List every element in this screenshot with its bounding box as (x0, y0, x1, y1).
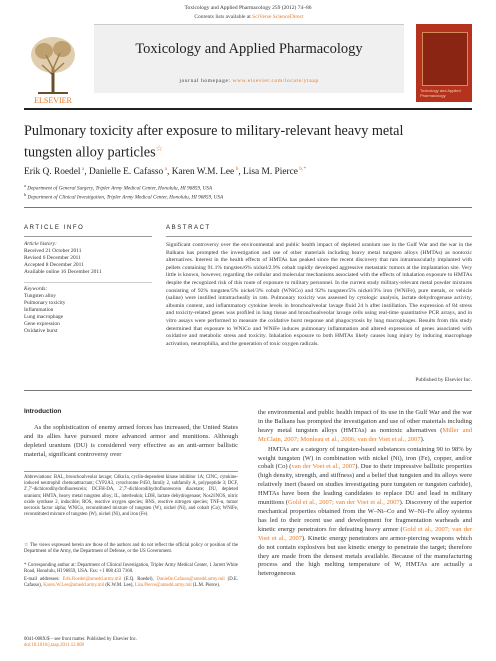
history-label: Article history: (24, 241, 57, 247)
author-name[interactable]: , Karen W.M. Lee (167, 167, 235, 178)
paragraph-text: ). (420, 435, 425, 443)
introduction-heading: Introduction (24, 408, 62, 415)
affiliation-a (24, 183, 464, 192)
email-link[interactable]: Lisa.Pierce@amedd.army.mil (134, 583, 192, 589)
affiliation-b (24, 192, 464, 201)
footnote-rule (24, 471, 238, 472)
intro-right-column (258, 409, 472, 579)
contents-prefix: Contents lists available at (194, 14, 253, 20)
keyword-item: Lung macrophage (24, 314, 64, 320)
keyword-item: Tungsten alloy (24, 293, 56, 299)
affiliation-mark: b (24, 192, 27, 197)
citation-link[interactable]: van der Voet et al., 2007 (291, 463, 356, 471)
homepage-link[interactable]: www.elsevier.com/locate/ytaap (232, 78, 319, 84)
email-owner: (E.Q. Roedel), (121, 577, 154, 582)
info-rule (24, 236, 152, 237)
article-history (24, 241, 142, 276)
email-owner: (L.M. Pierce). (191, 583, 221, 589)
homepage-prefix: journal homepage: (179, 78, 233, 84)
citation-link[interactable]: Miller and McClain, 2007; Monleau et al., 2006; van der Voet et al., 2007 (258, 426, 472, 443)
email-owner: (K.W.M. Lee), (104, 583, 135, 589)
title-footnote-mark[interactable]: ☆ (155, 144, 163, 153)
intro-paragraph-2 (258, 446, 472, 580)
abstract-rule (166, 236, 472, 237)
email-link[interactable]: Karen.W.Lee@amedd.army.mil (43, 583, 105, 589)
author-name[interactable]: , Danielle E. Cafasso (84, 167, 164, 178)
paragraph-text: the environmental and public health impact of its use in the Gulf War and the war in the Balkans has prompted the investigation and use of other materials including heavy metal tungsten alloys (HMTAs) as nontoxic alternatives ( (258, 409, 472, 434)
cover-artwork (422, 32, 468, 86)
email-owner: (D.E. Cafasso), (24, 577, 239, 589)
journal-title: Toxicology and Applied Pharmacology (135, 41, 363, 57)
email-link[interactable]: Erik.Roedel@amedd.army.mil (62, 577, 122, 582)
affiliation-text: Department of Clinical Investigation, Tripler Army Medical Center, Honolulu, HI 96859, USA (26, 194, 224, 201)
abstract-body: Significant controversy over the environmental and public health impact of depleted uranium use in the Gulf War and the war in the Balkans has prompted the investigation and use of other materials including heavy metal tungsten alloys (HMTAs) as nontoxic alternatives. Interest in the health effects of HMTAs has peaked since the recent discovery that rats intramuscularly implanted with pellets containing 91.1% tungsten/6% nickel/2.9% cobalt rapidly developed aggressive metastatic tumors at the implantation site. Very little is known, however, regarding the cellular and molecular mechanisms associated with the effects of inhalation exposure to HMTAs despite the recognized risk of this route of exposure to military personnel. In the current study military-relevant metal powder mixtures consisting of 92% tungsten/5% nickel/3% cobalt (WNiCo) and 92% tungsten/5% nickel/3% iron (WNiFe), pure metals, or vehicle (saline) were instilled intratracheally in rats. Pulmonary toxicity was assessed by cytologic analysis, lactate dehydrogenase activity, albumin content, and inflammatory cytokine levels in bronchoalveolar lavage fluid 24 h after instillation. The expression of 84 stress and toxicity-related genes was profiled in lung tissue and bronchoalveolar lavage cells using real-time quantitative PCR arrays, and in vitro assays were performed to measure the oxidative burst response and phagocytosis by lung macrophages. Results from this study determined that exposure to WNiCo and WNiFe induces pulmonary inflammation and altered expression of genes associated with oxidative and metabolic stress and toxicity. Inhalation exposure to both HMTAs likely causes lung injury by inducing macrophage activation, neutrophilia, and the generation of toxic oxygen radicals. (166, 242, 472, 347)
article-title-text: Pulmonary toxicity after exposure to military-relevant heavy metal tungsten alloy particles (24, 123, 404, 161)
intro-left-paragraph: As the sophistication of enemy armed forces has increased, the United States and its allies have pursued more advanced armor and munitions. Although depleted uranium (DU) is considered very effective as an anti-armor ballistic material, significant controversy over (24, 424, 238, 458)
paragraph-text: HMTAs are a category of tungsten-based substances containing 90 to 98% by weight tungsten (W) in combination with nickel (Ni), iron (Fe), copper, and/or cobalt (Co) ( (258, 445, 472, 471)
paragraph-text: ). Kinetic energy penetrators are armor-piercing weapons which do not contain explosives but use kinetic energy to penetrate the target; therefore they are made from the densest metals available. Because of the manufacturing process and the high melting temperature of W, HMTAs are actually a heterogeneous (258, 534, 472, 578)
article-info-heading: ARTICLE INFO (24, 225, 85, 231)
keyword-item: Inflammation (24, 307, 54, 313)
author-name[interactable]: Erik Q. Roedel (24, 167, 81, 178)
email-label: E-mail addresses: (24, 577, 63, 582)
citation-link[interactable]: Gold et al., 2007; van der Voet et al., 2007 (287, 499, 400, 507)
copyright-line: 0041-008X/$ – see front matter. Published by Elsevier Inc. (24, 637, 137, 642)
author-affil-mark: a (80, 166, 85, 172)
intro-paragraph-1 (258, 409, 472, 445)
author-name[interactable]: , Lisa M. Pierce (238, 167, 298, 178)
elsevier-tree-logo (24, 27, 82, 107)
abbreviations-footnote: Abbreviations: BAL, bronchoalveolar lavage; Cdkn1a, cyclin-dependent kinase inhibitor 1A; CINC, cytokine-induced neutrophil chemoattractant; CYP2A3, cytochrome P450, family 2, subfamily A, polypeptide 3; DCF, 2′,7′-dichlorodihydrofluorescein; DCFH-DA, 2′,7′-dichlorodihydrofluorescein diacetate; DU, depleted uranium; HMTA, heavy metal tungsten alloy; IL, interleukin; LDH, lactate dehydrogenase; Nos2/iNOS, nitric oxide synthase 2, inducible; ROS, reactive oxygen species; RNS, reactive nitrogen species; TNF-α, tumor necrosis factor alpha; WNiCo, reconstituted mixture of tungsten (W), nickel (Ni), and cobalt (Co); WNiFe, reconstituted mixture of tungsten (W), nickel (Ni), and iron (Fe). (24, 475, 238, 518)
copyright-block (24, 637, 238, 649)
author-affil-mark: a (163, 166, 168, 172)
history-item: Received 21 October 2011 (24, 248, 82, 254)
keywords-label: Keywords: (24, 286, 48, 292)
history-item: Available online 16 December 2011 (24, 269, 102, 275)
email-link[interactable]: Danielle.Cafasso@amedd.army.mil (156, 577, 225, 582)
sciencedirect-link[interactable]: SciVerse ScienceDirect (252, 14, 304, 20)
corresponding-footnote: * Corresponding author at: Department of Clinical Investigation, Tripler Army Medical Center, 1 Jarrett White Road, Honolulu, HI 96859, USA. Fax: +1 808 433 7160. (24, 563, 238, 575)
cover-title: Toxicology and Applied Pharmacology (420, 88, 461, 98)
disclaimer-footnote: ☆ The views expressed herein are those of the authors and do not reflect the official policy or position of the Department of the Army, the Department of Defense, or the US Government. (24, 543, 238, 555)
author-affil-mark: b (234, 166, 239, 172)
citation-link[interactable]: Gold et al., 2007; van der Voet et al., 2007 (258, 525, 472, 542)
paragraph-text: ). Due to their impressive ballistic properties (high density, strength, and stiffness) and a belief that tungsten and its alloys were relatively inert (based on studies investigating pure tungsten or tungsten carbide), HMTAs have been the leading candidates to replace DU and lead in military munitions ( (258, 463, 472, 507)
affiliation-rule (24, 207, 472, 208)
journal-header (24, 14, 472, 110)
elsevier-wordmark: ELSEVIER (34, 96, 72, 105)
history-item: Revised 6 December 2011 (24, 255, 81, 261)
header-rule (24, 108, 472, 110)
keywords (24, 286, 142, 335)
abstract-heading: ABSTRACT (166, 225, 211, 231)
author-affil-mark: b,* (297, 166, 307, 172)
abstract-bottom-rule (24, 390, 472, 391)
affiliation-text: Department of General Surgery, Tripler Army Medical Center, Honolulu, HI 96859, USA (25, 185, 213, 192)
journal-cover-image (416, 24, 472, 102)
paragraph-text: ). Discovery of the superior mechanical properties obtained from the W–Ni–Co and W–Ni–Fe alloy systems has led to their recent use and development for fragmentation warheads and kinetic energy penetrators for defeating heavy armor ( (258, 499, 473, 533)
keyword-item: Oxidative burst (24, 328, 58, 334)
keyword-item: Gene expression (24, 321, 60, 327)
doi-link[interactable]: doi:10.1016/j.taap.2011.12.008 (24, 643, 84, 648)
author-list (24, 166, 464, 177)
affiliation-mark: a (24, 183, 26, 188)
journal-citation: Toxicology and Applied Pharmacology 259 (2012) 74–86 (184, 5, 312, 11)
keywords-rule (24, 282, 152, 283)
contents-line (94, 14, 404, 20)
article-title (24, 123, 444, 162)
journal-homepage (94, 78, 404, 84)
keyword-item: Pulmonary toxicity (24, 300, 66, 306)
publisher-note: Published by Elsevier Inc. (415, 377, 472, 383)
history-item: Accepted 8 December 2011 (24, 262, 84, 268)
email-footnote (24, 577, 238, 589)
